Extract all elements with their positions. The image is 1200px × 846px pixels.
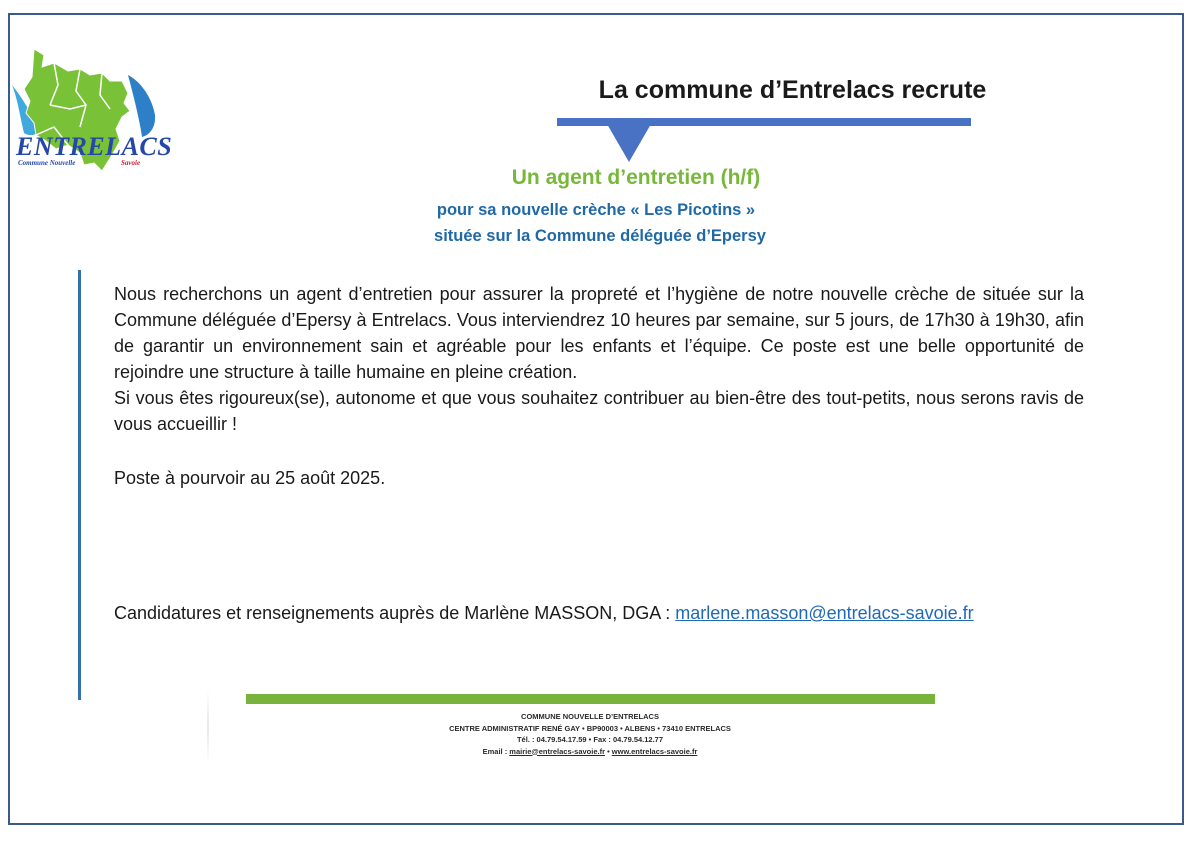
footer-green-bar — [246, 694, 935, 704]
footer-contact — [400, 746, 780, 758]
contact-email-link[interactable]: marlene.masson@entrelacs-savoie.fr — [675, 603, 974, 623]
left-accent-rule — [78, 270, 81, 700]
footer-phone: Tél. : 04.79.54.17.59 • Fax : 04.79.54.12.77 — [516, 735, 664, 744]
contact-text: Candidatures et renseignements auprès de Marlène MASSON, DGA : — [114, 603, 676, 623]
headline-pointer-icon — [607, 124, 651, 162]
footer-email-label: Email : — [482, 746, 510, 756]
description-paragraph: Si vous êtes rigoureux(se), autonome et que vous souhaitez contribuer au bien-être des tout-petits, nous serons ravis de vous accueillir ! — [114, 388, 1084, 434]
footer-letterhead — [400, 711, 780, 757]
footer-separator: • — [605, 746, 612, 756]
job-title: Un agent d’entretien (h/f) — [511, 166, 761, 189]
logo-region: Savoie — [121, 159, 141, 167]
headline-pointer-bar — [557, 118, 973, 164]
job-subtitle-location: située sur la Commune déléguée d’Epersy — [434, 227, 766, 245]
description-paragraph: Nous recherchons un agent d’entretien pour assurer la propreté et l’hygiène de notre nouvelle crèche de située sur la Commune déléguée d’Epersy à Entrelacs. Vous interviendrez 10 heures par semaine, sur 5 jours, de 17h30 à 19h30, afin de garantir un environnement sain et agréable pour les enfants et l’équipe. Ce poste est une belle opportunité de rejoindre une structure à taille humaine en pleine création. — [114, 284, 1084, 382]
logo-subtitle: Commune Nouvelle — [18, 159, 76, 167]
contact-line — [114, 603, 974, 624]
start-date: Poste à pourvoir au 25 août 2025. — [114, 468, 386, 488]
footer-email-link[interactable]: mairie@entrelacs-savoie.fr — [509, 746, 605, 756]
footer-divider — [207, 690, 209, 764]
footer-title: COMMUNE NOUVELLE D’ENTRELACS — [521, 712, 659, 721]
page-headline: La commune d’Entrelacs recrute — [598, 76, 987, 104]
job-description — [114, 281, 1084, 437]
footer-website-link[interactable]: www.entrelacs-savoie.fr — [611, 746, 698, 756]
job-subtitle-creche: pour sa nouvelle crèche « Les Picotins » — [436, 201, 756, 219]
logo-wordmark: ENTRELACS — [16, 132, 173, 161]
footer-address: CENTRE ADMINISTRATIF RENÉ GAY • BP90003 • ALBENS • 73410 ENTRELACS — [449, 723, 731, 733]
